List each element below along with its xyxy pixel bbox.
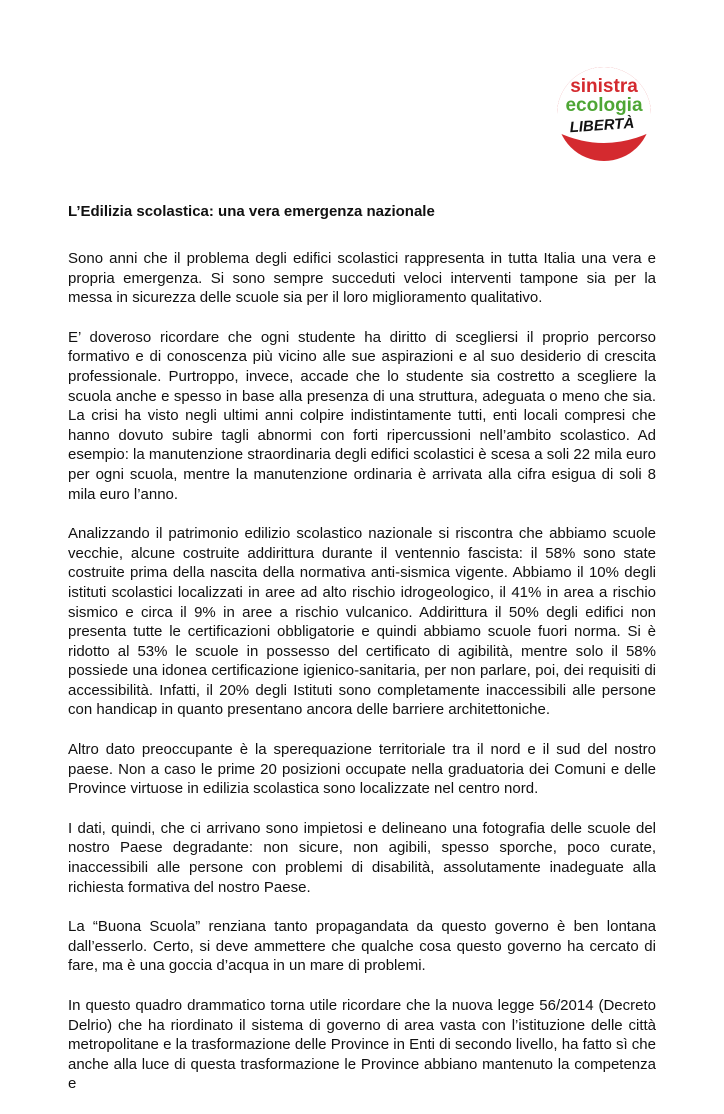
logo-line-sinistra: sinistra	[570, 76, 638, 97]
logo-line-liberta: LIBERTÀ	[569, 114, 635, 137]
document-title: L’Edilizia scolastica: una vera emergenza nazionale	[68, 203, 435, 220]
paragraph: E’ doveroso ricordare che ogni studente ha diritto di scegliersi il proprio percorso formativo e di conoscenza più vicino alle sue aspirazioni e al suo desiderio di crescita professionale. Purtroppo, invece, accade che lo studente sia costretto a scegliere la scuola anche e spesso in base alla presenza di una struttura, adeguata o meno che sia. La crisi ha visto negli ultimi anni colpire indistintamente tutti, enti locali compresi che hanno dovuto subire tagli abnormi con forti ripercussioni nell’ambito scolastico. Ad esempio: la manutenzione straordinaria degli edifici scolastici è scesa a soli 22 mila euro per ogni scuola, mentre la manutenzione ordinaria è arrivata alla cifra esigua di soli 8 mila euro l’anno.	[68, 328, 656, 503]
paragraph: Sono anni che il problema degli edifici scolastici rappresenta in tutta Italia una vera e propria emergenza. Si sono sempre succeduti veloci interventi tampone sia per la messa in sicurezza delle scuole sia per il loro miglioramento qualitativo.	[68, 250, 656, 307]
logo-line-ecologia: ecologia	[565, 95, 643, 116]
party-logo-graphic	[556, 66, 652, 162]
paragraph: La “Buona Scuola” renziana tanto propagandata da questo governo è ben lontana dall’esserlo. Certo, si deve ammettere che qualche cosa questo governo ha cercato di fare, ma è una goccia d’acqua in un mare di problemi.	[68, 918, 656, 975]
paragraph: Altro dato preoccupante è la sperequazione territoriale tra il nord e il sud del nostro paese. Non a caso le prime 20 posizioni occupate nella graduatoria dei Comuni e delle Province virtuose in edilizia scolastica sono localizzate nel centro nord.	[68, 741, 656, 798]
paragraph: I dati, quindi, che ci arrivano sono impietosi e delineano una fotografia delle scuole del nostro Paese degradante: non sicure, non agibili, spesso sporche, poco curate, inaccessibili alle persone con problemi di disabilità, assolutamente inadeguate alla richiesta formativa del nostro Paese.	[68, 819, 656, 896]
document-body	[68, 249, 656, 1114]
paragraph: Analizzando il patrimonio edilizio scolastico nazionale si riscontra che abbiamo scuole vecchie, alcune costruite addirittura durante il ventennio fascista: il 58% sono state costruite prima della nascita della normativa anti-sismica vigente. Abbiamo il 10% degli istituti scolastici localizzati in aree ad alto rischio idrogeologico, il 41% in area a rischio sismico e circa il 9% in aree a rischio vulcanico. Addirittura il 50% degli edifici non presenta tutte le certificazioni obbligatorie e quindi abbiamo scuole fuori norma. Si è ridotto al 53% le scuole in possesso del certificato di agibilità, mentre solo il 58% possiede una idonea certificazione igienico-sanitaria, per non parlare, poi, dei requisiti di accessibilità. Infatti, il 20% degli Istituti sono completamente inaccessibili alle persone con handicap in quanto presentano ancora delle barriere architettoniche.	[68, 525, 656, 719]
party-logo	[556, 66, 652, 162]
paragraph: In questo quadro drammatico torna utile ricordare che la nuova legge 56/2014 (Decreto Delrio) che ha riordinato il sistema di governo di area vasta con l’istituzione delle città metropolitane e la trasformazione delle Province in Enti di secondo livello, ha fatto sì che anche alla luce di questa trasformazione le Province abbiano mantenuto la competenza e	[68, 997, 656, 1093]
